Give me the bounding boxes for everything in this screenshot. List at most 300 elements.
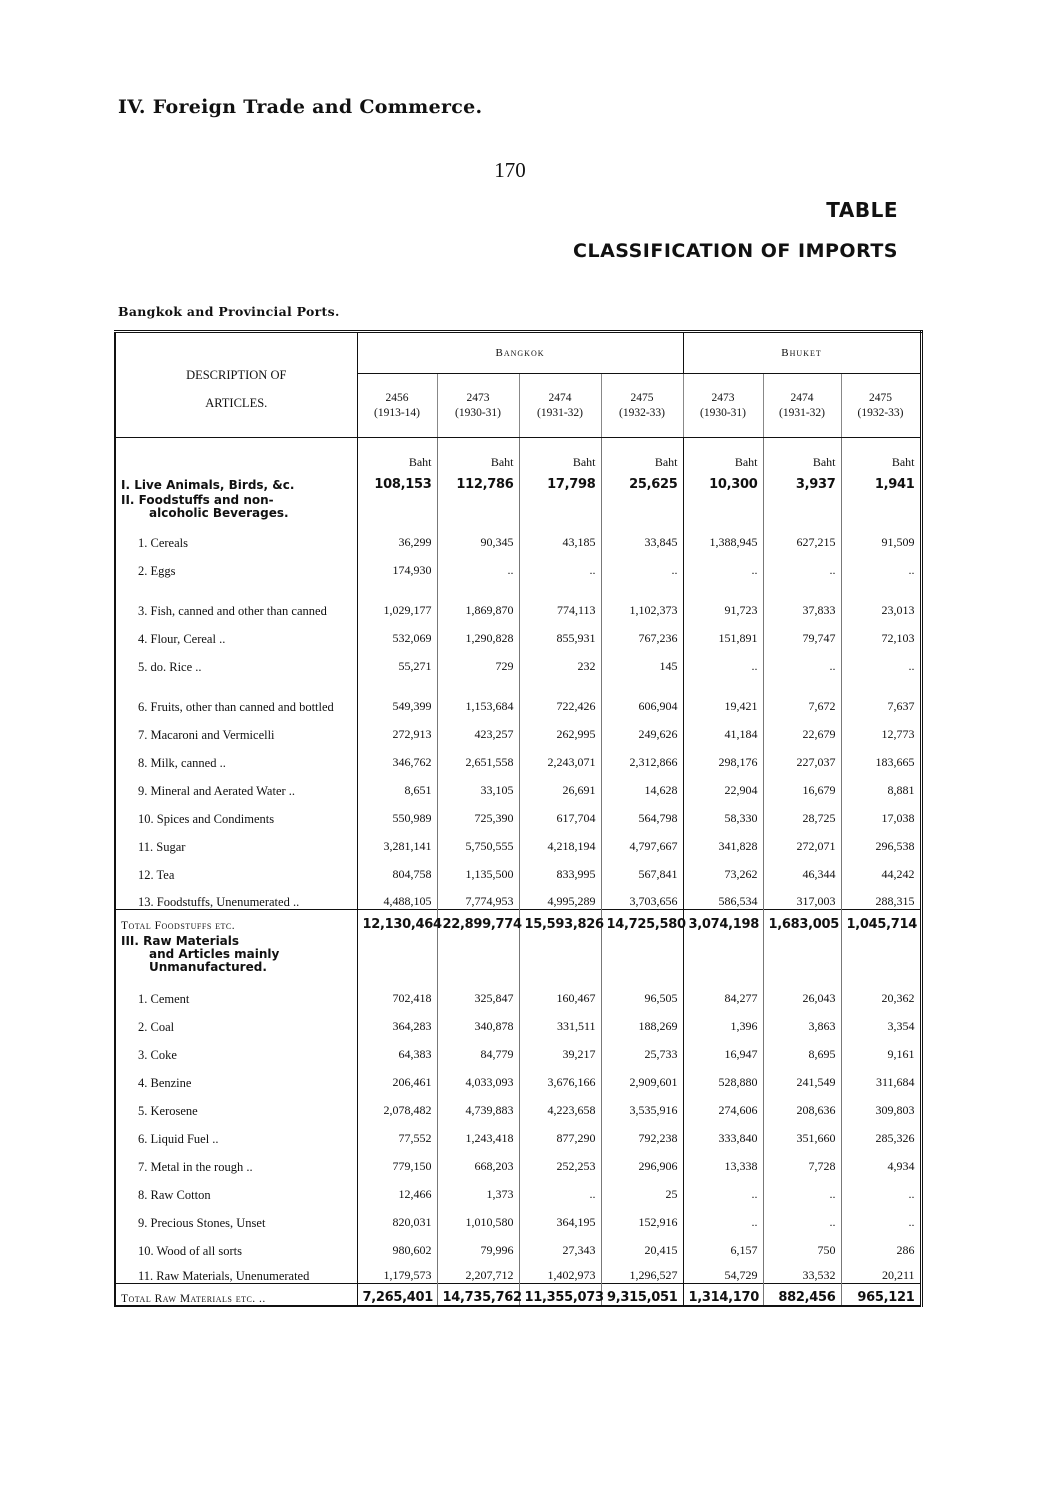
year-span: (1930-31) <box>455 406 501 419</box>
value-cell: 341,828 <box>683 826 763 854</box>
total-value: 1,683,005 <box>763 910 841 932</box>
value-cell: 1,179,573 <box>357 1258 437 1284</box>
section-heading: IV. Foreign Trade and Commerce. <box>118 96 483 118</box>
section-value: 3,937 <box>763 470 841 492</box>
value-cell: 3,676,166 <box>519 1062 601 1090</box>
value-cell: 84,779 <box>437 1034 519 1062</box>
table-title: CLASSIFICATION OF IMPORTS <box>573 240 898 262</box>
value-cell: 58,330 <box>683 798 763 826</box>
section-value: 17,798 <box>519 470 601 492</box>
value-cell: 2,207,712 <box>437 1258 519 1284</box>
value-cell: 3,535,916 <box>601 1090 683 1118</box>
value-cell: 309,803 <box>875 1102 915 1117</box>
table-row <box>115 882 921 910</box>
value-cell: 4,739,883 <box>437 1090 519 1118</box>
value-cell: .. <box>908 562 915 577</box>
year-header <box>519 374 601 438</box>
row-label: 10. Spices and Condiments <box>115 798 357 826</box>
table-row <box>115 742 921 770</box>
empty-cell <box>601 492 683 522</box>
section-value: 1,941 <box>874 476 915 492</box>
description-header-line2: ARTICLES. <box>205 396 268 410</box>
value-cell: 8,695 <box>763 1034 841 1062</box>
section-header-row <box>115 492 921 522</box>
value-cell: 22,679 <box>763 714 841 742</box>
value-cell: 7,672 <box>763 674 841 714</box>
row-label: 5. Kerosene <box>115 1090 357 1118</box>
empty-cell <box>437 932 519 978</box>
value-cell: 627,215 <box>763 522 841 550</box>
value-cell: .. <box>908 658 915 673</box>
value-cell: 72,103 <box>881 630 915 645</box>
empty-cell <box>357 492 437 522</box>
value-cell: 346,762 <box>357 742 437 770</box>
description-header <box>115 332 357 438</box>
value-cell: 54,729 <box>683 1258 763 1284</box>
unit-label: Baht <box>763 438 841 470</box>
value-cell: 77,552 <box>357 1118 437 1146</box>
value-cell: 606,904 <box>601 674 683 714</box>
value-cell: 91,509 <box>881 534 915 549</box>
table-row <box>115 798 921 826</box>
value-cell: 43,185 <box>519 522 601 550</box>
total-row-raw-materials <box>115 1284 921 1306</box>
value-cell: 208,636 <box>763 1090 841 1118</box>
year-span: (1932-33) <box>619 406 665 419</box>
value-cell: 340,878 <box>437 1006 519 1034</box>
row-label: 10. Wood of all sorts <box>115 1230 357 1258</box>
empty-cell <box>357 932 437 978</box>
empty-cell <box>519 932 601 978</box>
year-header <box>841 374 921 438</box>
value-cell: 145 <box>601 646 683 674</box>
value-cell: 364,283 <box>357 1006 437 1034</box>
total-row-foodstuffs <box>115 910 921 932</box>
table-row <box>115 826 921 854</box>
value-cell: 4,223,658 <box>519 1090 601 1118</box>
row-label: 1. Cereals <box>115 522 357 550</box>
value-cell: 84,277 <box>683 978 763 1006</box>
table-row <box>115 770 921 798</box>
value-cell: 4,488,105 <box>357 882 437 910</box>
year-span: (1932-33) <box>857 406 904 419</box>
row-label: 8. Raw Cotton <box>115 1174 357 1202</box>
value-cell: 79,747 <box>763 618 841 646</box>
value-cell: 16,947 <box>683 1034 763 1062</box>
table-row <box>115 1006 921 1034</box>
value-cell: 13,338 <box>683 1146 763 1174</box>
value-cell: 1,296,527 <box>601 1258 683 1284</box>
total-value: 882,456 <box>763 1284 841 1306</box>
value-cell: 364,195 <box>519 1202 601 1230</box>
value-cell: .. <box>683 1202 763 1230</box>
value-cell: 20,415 <box>601 1230 683 1258</box>
value-cell: 25 <box>601 1174 683 1202</box>
value-cell: 25,733 <box>601 1034 683 1062</box>
value-cell: 820,031 <box>357 1202 437 1230</box>
year-value: 2473 <box>466 391 490 404</box>
section-label <box>115 492 357 522</box>
value-cell: 3,281,141 <box>357 826 437 854</box>
table-body <box>115 438 921 1306</box>
imports-table <box>114 330 923 1307</box>
value-cell: 980,602 <box>357 1230 437 1258</box>
value-cell: 1,102,373 <box>601 578 683 618</box>
value-cell: 55,271 <box>357 646 437 674</box>
unit-label: Baht <box>357 438 437 470</box>
value-cell: 331,511 <box>519 1006 601 1034</box>
total-value: 3,074,198 <box>683 910 763 932</box>
value-cell: 27,343 <box>519 1230 601 1258</box>
value-cell: 14,628 <box>601 770 683 798</box>
value-cell: .. <box>683 1174 763 1202</box>
value-cell: 252,253 <box>519 1146 601 1174</box>
unit-row <box>115 438 921 470</box>
value-cell: 3,354 <box>887 1018 915 1033</box>
value-cell: 767,236 <box>601 618 683 646</box>
table-row <box>115 1202 921 1230</box>
row-label: 3. Coke <box>115 1034 357 1062</box>
value-cell: 73,262 <box>683 854 763 882</box>
table-row <box>115 646 921 674</box>
value-cell: 206,461 <box>357 1062 437 1090</box>
value-cell: 46,344 <box>763 854 841 882</box>
total-value: 15,593,826 <box>519 910 601 932</box>
section-value: 112,786 <box>437 470 519 492</box>
year-span: (1931-32) <box>537 406 583 419</box>
row-label: 13. Foodstuffs, Unenumerated .. <box>115 882 357 910</box>
value-cell: 750 <box>763 1230 841 1258</box>
value-cell: 668,203 <box>437 1146 519 1174</box>
table-row <box>115 978 921 1006</box>
section-value: 10,300 <box>683 470 763 492</box>
value-cell: 567,841 <box>601 854 683 882</box>
value-cell: 188,269 <box>601 1006 683 1034</box>
year-value: 2475 <box>869 391 893 404</box>
value-cell: 152,916 <box>601 1202 683 1230</box>
row-label: 6. Liquid Fuel .. <box>115 1118 357 1146</box>
value-cell: 33,845 <box>601 522 683 550</box>
value-cell: 1,869,870 <box>437 578 519 618</box>
value-cell: 351,660 <box>763 1118 841 1146</box>
value-cell: 20,211 <box>881 1268 915 1282</box>
value-cell: .. <box>683 550 763 578</box>
section-row-live-animals <box>115 470 921 492</box>
year-header <box>683 374 763 438</box>
value-cell: 272,913 <box>357 714 437 742</box>
value-cell: .. <box>763 550 841 578</box>
row-label: 8. Milk, canned .. <box>115 742 357 770</box>
value-cell: 877,290 <box>519 1118 601 1146</box>
value-cell: 617,704 <box>519 798 601 826</box>
empty-cell <box>841 932 921 978</box>
value-cell: 1,402,973 <box>519 1258 601 1284</box>
empty-cell <box>841 492 921 522</box>
unit-label: Baht <box>891 454 915 469</box>
unit-label: Baht <box>683 438 763 470</box>
value-cell: 19,421 <box>683 674 763 714</box>
value-cell: 26,691 <box>519 770 601 798</box>
row-label: 4. Benzine <box>115 1062 357 1090</box>
value-cell: 528,880 <box>683 1062 763 1090</box>
value-cell: 722,426 <box>519 674 601 714</box>
value-cell: 232 <box>519 646 601 674</box>
value-cell: .. <box>908 1186 915 1201</box>
value-cell: 2,651,558 <box>437 742 519 770</box>
value-cell: 23,013 <box>881 602 915 617</box>
value-cell: 333,840 <box>683 1118 763 1146</box>
value-cell: 41,184 <box>683 714 763 742</box>
value-cell: 90,345 <box>437 522 519 550</box>
empty-cell <box>683 492 763 522</box>
total-value: 965,121 <box>841 1284 921 1306</box>
table-row <box>115 1090 921 1118</box>
page-number: 170 <box>494 158 526 182</box>
value-cell: 249,626 <box>601 714 683 742</box>
table-row <box>115 714 921 742</box>
value-cell: 274,606 <box>683 1090 763 1118</box>
section-label-line: Unmanufactured. <box>149 960 267 974</box>
total-label: Total Foodstuffs etc. <box>115 910 357 932</box>
row-label: 11. Raw Materials, Unenumerated <box>115 1258 357 1284</box>
value-cell: 1,010,580 <box>437 1202 519 1230</box>
description-header-line1: DESCRIPTION OF <box>186 368 287 382</box>
value-cell: 33,532 <box>763 1258 841 1284</box>
year-value: 2474 <box>548 391 572 404</box>
unit-label: Baht <box>437 438 519 470</box>
value-cell: .. <box>763 646 841 674</box>
section-label-line: II. Foodstuffs and non- <box>121 492 274 507</box>
value-cell: 12,466 <box>357 1174 437 1202</box>
empty-cell <box>437 492 519 522</box>
total-value: 22,899,774 <box>437 910 519 932</box>
table-row <box>115 1230 921 1258</box>
value-cell: 241,549 <box>763 1062 841 1090</box>
section-value: 108,153 <box>357 470 437 492</box>
value-cell: 532,069 <box>357 618 437 646</box>
value-cell: 586,534 <box>683 882 763 910</box>
value-cell: 833,995 <box>519 854 601 882</box>
value-cell: 4,797,667 <box>601 826 683 854</box>
value-cell: 298,176 <box>683 742 763 770</box>
value-cell: .. <box>601 550 683 578</box>
value-cell: 79,996 <box>437 1230 519 1258</box>
table-row <box>115 618 921 646</box>
row-label: 2. Eggs <box>115 550 357 578</box>
table-row <box>115 1258 921 1284</box>
value-cell: 36,299 <box>357 522 437 550</box>
value-cell: 564,798 <box>601 798 683 826</box>
total-value: 14,735,762 <box>437 1284 519 1306</box>
value-cell: 262,995 <box>519 714 601 742</box>
year-value: 2456 <box>385 391 409 404</box>
table-label: TABLE <box>826 198 898 222</box>
value-cell: 17,038 <box>881 810 915 825</box>
total-label: Total Raw Materials etc. .. <box>115 1284 357 1306</box>
row-label: 7. Macaroni and Vermicelli <box>115 714 357 742</box>
year-value: 2473 <box>711 391 735 404</box>
value-cell: 9,161 <box>887 1046 915 1061</box>
value-cell: 20,362 <box>881 990 915 1005</box>
value-cell: 4,934 <box>887 1158 915 1173</box>
value-cell: 39,217 <box>519 1034 601 1062</box>
group-header-bhuket: Bhuket <box>683 332 921 374</box>
table-row <box>115 1034 921 1062</box>
value-cell: 174,930 <box>357 550 437 578</box>
value-cell: 91,723 <box>683 578 763 618</box>
value-cell: 286 <box>896 1242 915 1257</box>
value-cell: 549,399 <box>357 674 437 714</box>
row-label: 3. Fish, canned and other than canned <box>115 578 357 618</box>
table-row <box>115 578 921 618</box>
value-cell: 285,326 <box>875 1130 915 1145</box>
value-cell: .. <box>519 1174 601 1202</box>
value-cell: 311,684 <box>875 1074 915 1089</box>
row-label: 5. do. Rice .. <box>115 646 357 674</box>
value-cell: 160,467 <box>519 978 601 1006</box>
value-cell: 2,312,866 <box>601 742 683 770</box>
value-cell: 28,725 <box>763 798 841 826</box>
value-cell: 325,847 <box>437 978 519 1006</box>
row-label: 12. Tea <box>115 854 357 882</box>
total-value: 9,315,051 <box>601 1284 683 1306</box>
value-cell: 4,995,289 <box>519 882 601 910</box>
value-cell: 64,383 <box>357 1034 437 1062</box>
empty-cell <box>601 932 683 978</box>
value-cell: 8,881 <box>887 782 915 797</box>
row-label: 1. Cement <box>115 978 357 1006</box>
value-cell: 288,315 <box>875 894 915 908</box>
value-cell: .. <box>519 550 601 578</box>
row-label: 11. Sugar <box>115 826 357 854</box>
unit-row-label <box>115 438 357 470</box>
group-header-bangkok: Bangkok <box>357 332 683 374</box>
value-cell: 317,003 <box>763 882 841 910</box>
value-cell: 272,071 <box>763 826 841 854</box>
empty-cell <box>683 932 763 978</box>
empty-cell <box>519 492 601 522</box>
value-cell: 2,078,482 <box>357 1090 437 1118</box>
year-header <box>357 374 437 438</box>
table-row <box>115 1174 921 1202</box>
value-cell: 1,153,684 <box>437 674 519 714</box>
value-cell: 151,891 <box>683 618 763 646</box>
section-label: I. Live Animals, Birds, &c. <box>115 470 357 492</box>
year-header <box>437 374 519 438</box>
empty-cell <box>763 932 841 978</box>
table-row <box>115 550 921 578</box>
value-cell: 22,904 <box>683 770 763 798</box>
section-header-row <box>115 932 921 978</box>
table-row <box>115 854 921 882</box>
table-row <box>115 1062 921 1090</box>
total-value: 14,725,580 <box>601 910 683 932</box>
value-cell: 2,909,601 <box>601 1062 683 1090</box>
value-cell: 729 <box>437 646 519 674</box>
value-cell: 7,774,953 <box>437 882 519 910</box>
row-label: 2. Coal <box>115 1006 357 1034</box>
value-cell: 1,388,945 <box>683 522 763 550</box>
year-span: (1931-32) <box>779 406 826 419</box>
total-value: 1,045,714 <box>841 910 921 932</box>
value-cell: 1,396 <box>683 1006 763 1034</box>
row-label: 9. Precious Stones, Unset <box>115 1202 357 1230</box>
value-cell: 550,989 <box>357 798 437 826</box>
table-row <box>115 674 921 714</box>
unit-label: Baht <box>519 438 601 470</box>
value-cell: 227,037 <box>763 742 841 770</box>
table-row <box>115 1118 921 1146</box>
value-cell: 2,243,071 <box>519 742 601 770</box>
value-cell: 4,218,194 <box>519 826 601 854</box>
value-cell: 33,105 <box>437 770 519 798</box>
section-label <box>115 932 357 978</box>
value-cell: 26,043 <box>763 978 841 1006</box>
subheading: Bangkok and Provincial Ports. <box>118 304 340 319</box>
row-label: 4. Flour, Cereal .. <box>115 618 357 646</box>
value-cell: 4,033,093 <box>437 1062 519 1090</box>
value-cell: 855,931 <box>519 618 601 646</box>
value-cell: 423,257 <box>437 714 519 742</box>
value-cell: 1,243,418 <box>437 1118 519 1146</box>
value-cell: .. <box>683 646 763 674</box>
value-cell: 725,390 <box>437 798 519 826</box>
total-value: 1,314,170 <box>683 1284 763 1306</box>
year-header <box>601 374 683 438</box>
table-row <box>115 1146 921 1174</box>
value-cell: 7,637 <box>887 698 915 713</box>
value-cell: .. <box>908 1214 915 1229</box>
value-cell: 1,135,500 <box>437 854 519 882</box>
unit-label: Baht <box>601 438 683 470</box>
empty-cell <box>763 492 841 522</box>
value-cell: 8,651 <box>357 770 437 798</box>
row-label: 6. Fruits, other than canned and bottled <box>115 674 357 714</box>
year-header <box>763 374 841 438</box>
year-value: 2475 <box>630 391 654 404</box>
value-cell: .. <box>763 1174 841 1202</box>
section-label-line: and Articles mainly <box>149 947 280 961</box>
value-cell: .. <box>437 550 519 578</box>
value-cell: 37,833 <box>763 578 841 618</box>
value-cell: 702,418 <box>357 978 437 1006</box>
value-cell: 296,906 <box>601 1146 683 1174</box>
value-cell: 7,728 <box>763 1146 841 1174</box>
value-cell: 1,290,828 <box>437 618 519 646</box>
value-cell: 804,758 <box>357 854 437 882</box>
row-label: 9. Mineral and Aerated Water .. <box>115 770 357 798</box>
year-value: 2474 <box>790 391 814 404</box>
value-cell: 6,157 <box>683 1230 763 1258</box>
value-cell: 96,505 <box>601 978 683 1006</box>
row-label: 7. Metal in the rough .. <box>115 1146 357 1174</box>
value-cell: 5,750,555 <box>437 826 519 854</box>
year-span: (1913-14) <box>374 406 420 419</box>
value-cell: 183,665 <box>875 754 915 769</box>
value-cell: 779,150 <box>357 1146 437 1174</box>
value-cell: 3,703,656 <box>601 882 683 910</box>
value-cell: 1,029,177 <box>357 578 437 618</box>
table-row <box>115 522 921 550</box>
value-cell: 1,373 <box>437 1174 519 1202</box>
year-span: (1930-31) <box>700 406 747 419</box>
total-value: 11,355,073 <box>519 1284 601 1306</box>
section-label-line: alcoholic Beverages. <box>149 505 289 520</box>
value-cell: 12,773 <box>881 726 915 741</box>
value-cell: 792,238 <box>601 1118 683 1146</box>
total-value: 7,265,401 <box>357 1284 437 1306</box>
value-cell: 774,113 <box>519 578 601 618</box>
